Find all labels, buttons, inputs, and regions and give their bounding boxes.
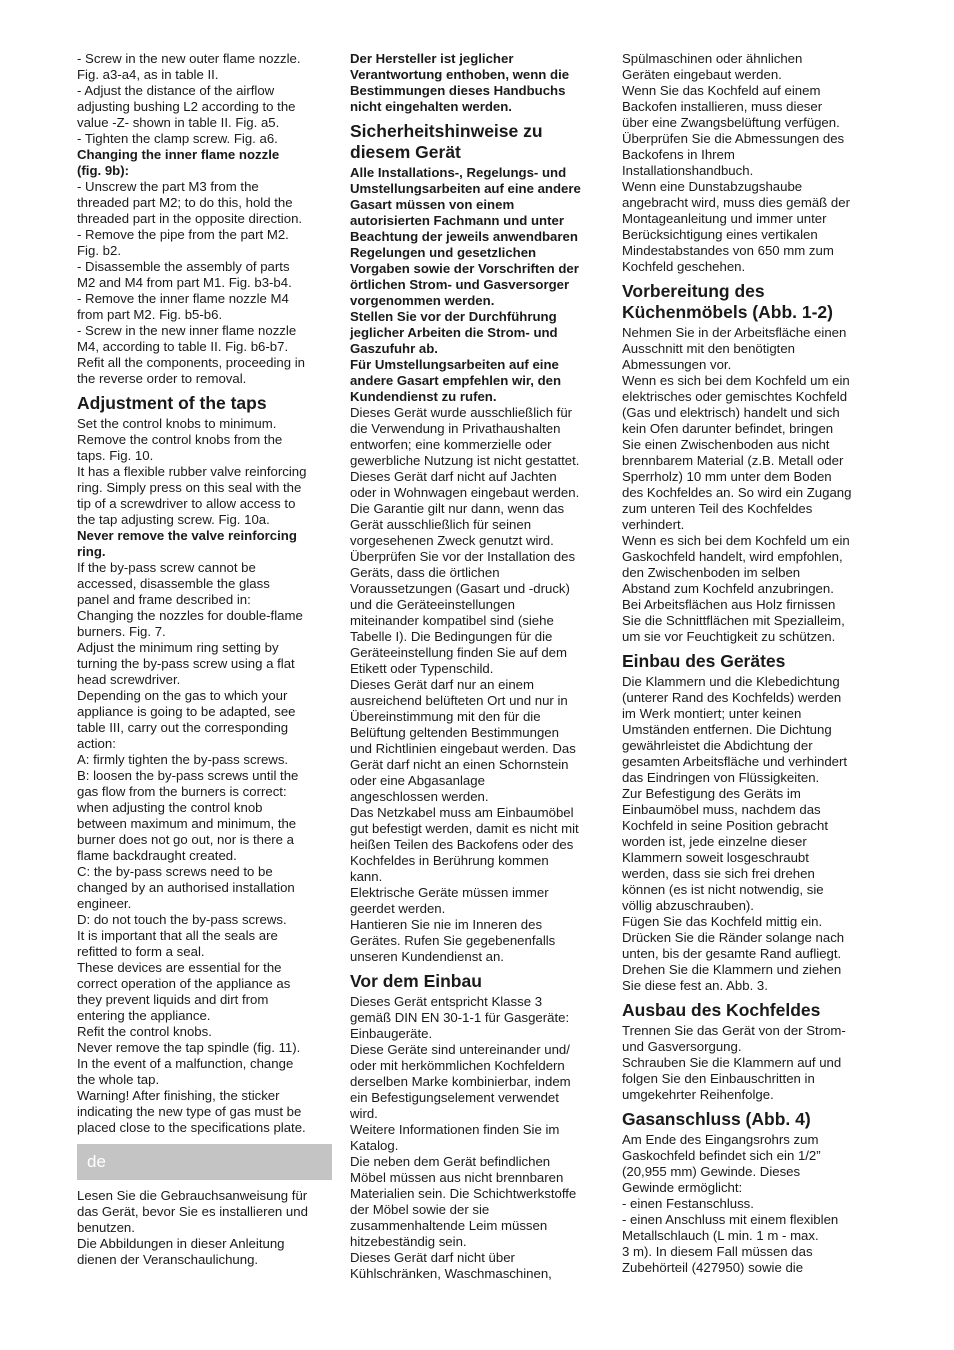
heading-sicherheitshinweise: Sicherheitshinweise zu diesem Gerät xyxy=(350,121,543,162)
paragraph-inner-nozzle-steps: - Unscrew the part M3 from the threaded part M2; to do this, hold the threaded part in the opposite direction. - Remove the pipe from the part M2. Fig. b2. - Disassemble the assembly of parts M2 and M4 from part M1. Fig. b3-b4. - Remove the inner flame nozzle M4 from part M2. Fig. b5-b6. - Screw in the new inner flame nozzle M4, according to table II. Fig. b6-b7. Refit all the components, proceeding in the reverse order to removal. xyxy=(77,179,305,386)
paragraph-bypass-screw: If the by-pass screw cannot be accessed, disassemble the glass panel and frame described in: Changing the nozzles for double-flame burners. Fig. 7. Adjust the minimum ring setting by turning the by-pass screw using a flat head screwdriver. Depending on the gas to which your appliance is going to be adapted, see table III, carry out the corresponding action: A: firmly tighten the by-pass screws. B: loosen the by-pass screws until the gas flow from the burners is correct: when adjusting the control knob between maximum and minimum, the burner does not go out, nor is there a flame backdraught created. C: the by-pass screws need to be changed by an authorised installation engineer. D: do not touch the by-pass screws. It is important that all the seals are refitted to form a seal. These devices are essential for the correct operation of the appliance as they prevent liquids and dirt from entering the appliance. Refit the control knobs. Never remove the tap spindle (fig. 11). In the event of a malfunction, change the whole tap. Warning! After finishing, the sticker indicating the new type of gas must be placed close to the specifications plate. xyxy=(77,560,306,1135)
column-right xyxy=(622,51,875,1276)
heading-gasanschluss: Gasanschluss (Abb. 4) xyxy=(622,1109,811,1129)
warning-valve-ring: Never remove the valve reinforcing ring. xyxy=(77,528,297,559)
paragraph-continued: Spülmaschinen oder ähnlichen Geräten eingebaut werden. Wenn Sie das Kochfeld auf einem Backofen installieren, muss dieser über eine Zwangsbelüftung verfügen. Überprüfen Sie die Abmessungen des Backofens in Ihrem Installationshandbuch. Wenn eine Dunstabzugshaube angebracht wird, muss dies gemäß der Montageanleitung und immer unter Berücksichtigung eines vertikalen Mindestabstandes von 650 mm zum Kochfeld geschehen. xyxy=(622,51,850,274)
column-left xyxy=(77,51,333,1268)
subheading-inner-flame-nozzle: Changing the inner flame nozzle (fig. 9b): xyxy=(77,147,280,178)
paragraph-safety-text: Dieses Gerät wurde ausschließlich für die Verwendung in Privathaushalten entworfen; eine kommerzielle oder gewerbliche Nutzung ist nicht gestattet. Dieses Gerät darf nicht auf Jachten oder in Wohnwagen eingebaut werden. Die Garantie gilt nur dann, wenn das Gerät ausschließlich für seinen vorgesehenen Zweck genutzt wird. Überprüfen Sie vor der Installation des Geräts, dass die örtlichen Voraussetzungen (Gasart und -druck) und die Geräteeinstellungen miteinander kompatibel sind (siehe Tabelle I). Die Bedingungen für die Geräteeinstellung finden Sie auf dem Etikett oder Typenschild. Dieses Gerät darf nur an einem ausreichend belüfteten Ort und nur in Übereinstimmung mit den für die Belüftung geltenden Bestimmungen und Richtlinien eingebaut werden. Das Gerät darf nicht an einen Schornstein oder eine Abgasanlage angeschlossen werden. Das Netzkabel muss am Einbaumöbel gut befestigt werden, damit es nicht mit heißen Teilen des Backofens oder des Kochfeldes in Berührung kommen kann. Elektrische Geräte müssen immer geerdet werden. Hantieren Sie nie im Inneren des Gerätes. Rufen Sie gegebenenfalls unseren Kundendienst an. xyxy=(350,405,580,964)
heading-einbau-geraet: Einbau des Gerätes xyxy=(622,651,786,671)
paragraph-einbau-geraet: Die Klammern und die Klebedichtung (unterer Rand des Kochfelds) werden im Werk montiert; unter keinen Umständen entfernen. Die Dichtung gewährleistet die Abdichtung der gesamten Arbeitsfläche und verhindert das Eindringen von Flüssigkeiten. Zur Befestigung des Geräts im Einbaumöbel muss, nachdem das Kochfeld in seine Position gebracht worden ist, jede einzelne dieser Klammern soweit losgeschraubt werden, dass sie sich frei drehen können (es ist nicht notwendig, sie völlig abzuschrauben). Fügen Sie das Kochfeld mittig ein. Drücken Sie die Ränder solange nach unten, bis der gesamte Rand aufliegt. Drehen Sie die Klammern und ziehen Sie diese fest an. Abb. 3. xyxy=(622,674,848,993)
paragraph-gasanschluss: Am Ende des Eingangsrohrs zum Gaskochfeld befindet sich ein 1/2” (20,955 mm) Gewinde. Dieses Gewinde ermöglicht: - einen Festanschluss. - einen Anschluss mit einem flexiblen Metallschlauch (L min. 1 m - max. 3 m). In diesem Fall müssen das Zubehörteil (427950) sowie die xyxy=(622,1132,839,1275)
paragraph-ausbau: Trennen Sie das Gerät von der Strom- und Gasversorgung. Schrauben Sie die Klammern auf und folgen Sie den Einbauschritten in umgekehrter Reihenfolge. xyxy=(622,1023,846,1102)
heading-adjustment-of-taps: Adjustment of the taps xyxy=(77,393,267,413)
paragraph-de-intro: Lesen Sie die Gebrauchsanweisung für das Gerät, bevor Sie es installieren und benutzen. Die Abbildungen in dieser Anleitung dienen der Veranschaulichung. xyxy=(77,1188,308,1267)
paragraph-installation-warning: Alle Installations-, Regelungs- und Umstellungsarbeiten auf eine andere Gasart müssen von einem autorisierten Fachmann und unter Beachtung der jeweils anwendbaren Regelungen und gesetzlichen Vorgaben sowie der Vorschriften der örtlichen Strom- und Gasversorger vorgenommen werden. Stellen Sie vor der Durchführung jeglicher Arbeiten die Strom- und Gaszufuhr ab. Für Umstellungsarbeiten auf eine andere Gasart empfehlen wir, den Kundendienst zu rufen. xyxy=(350,165,581,404)
language-bar-de: de xyxy=(77,1144,332,1180)
heading-vorbereitung: Vorbereitung des Küchenmöbels (Abb. 1-2) xyxy=(622,281,833,322)
paragraph-manufacturer-liability: Der Hersteller ist jeglicher Verantwortung enthoben, wenn die Bestimmungen dieses Handbuchs nicht eingehalten werden. xyxy=(350,51,570,114)
column-middle xyxy=(350,51,604,1282)
heading-ausbau: Ausbau des Kochfeldes xyxy=(622,1000,821,1020)
paragraph-vorbereitung: Nehmen Sie in der Arbeitsfläche einen Ausschnitt mit den benötigten Abmessungen vor. Wenn es sich bei dem Kochfeld um ein elektrisches oder gemischtes Kochfeld (Gas und elektrisch) handelt und sich kein Ofen darunter befindet, bringen Sie einen Zwischenboden aus nicht brennbarem Material (z.B. Metall oder Sperrholz) 10 mm unter dem Boden des Kochfeldes an. So wird ein Zugang zum unteren Teil des Kochfeldes verhindert. Wenn es sich bei dem Kochfeld um ein Gaskochfeld handelt, wird empfohlen, den Zwischenboden im selben Abstand zum Kochfeld anzubringen. Bei Arbeitsflächen aus Holz firnissen Sie die Schnittflächen mit Spezialleim, um sie vor Feuchtigkeit zu schützen. xyxy=(622,325,852,644)
paragraph-vor-dem-einbau: Dieses Gerät entspricht Klasse 3 gemäß DIN EN 30-1-1 für Gasgeräte: Einbaugeräte. Diese Geräte sind untereinander und/ oder mit herkömmlichen Kochfeldern derselben Marke kombinierbar, indem ein Befestigungselement verwendet wird. Weitere Informationen finden Sie im Katalog. Die neben dem Gerät befindlichen Möbel müssen aus nicht brennbaren Materialien sein. Die Schichtwerkstoffe der Möbel sowie der sie zusammenhaltende Leim müssen hitzebeständig sein. Dieses Gerät darf nicht über Kühlschränken, Waschmaschinen, xyxy=(350,994,577,1281)
paragraph-nozzle-steps: - Screw in the new outer flame nozzle. Fig. a3-a4, as in table II. - Adjust the distance of the airflow adjusting bushing L2 according to the value -Z- shown in table II. Fig. a5. - Tighten the clamp screw. Fig. a6. xyxy=(77,51,301,146)
paragraph-control-knobs: Set the control knobs to minimum. Remove the control knobs from the taps. Fig. 10. It has a flexible rubber valve reinforcing ring. Simply press on this seal with the tip of a screwdriver to allow access to the tap adjusting screw. Fig. 10a. xyxy=(77,416,307,527)
heading-vor-dem-einbau: Vor dem Einbau xyxy=(350,971,482,991)
